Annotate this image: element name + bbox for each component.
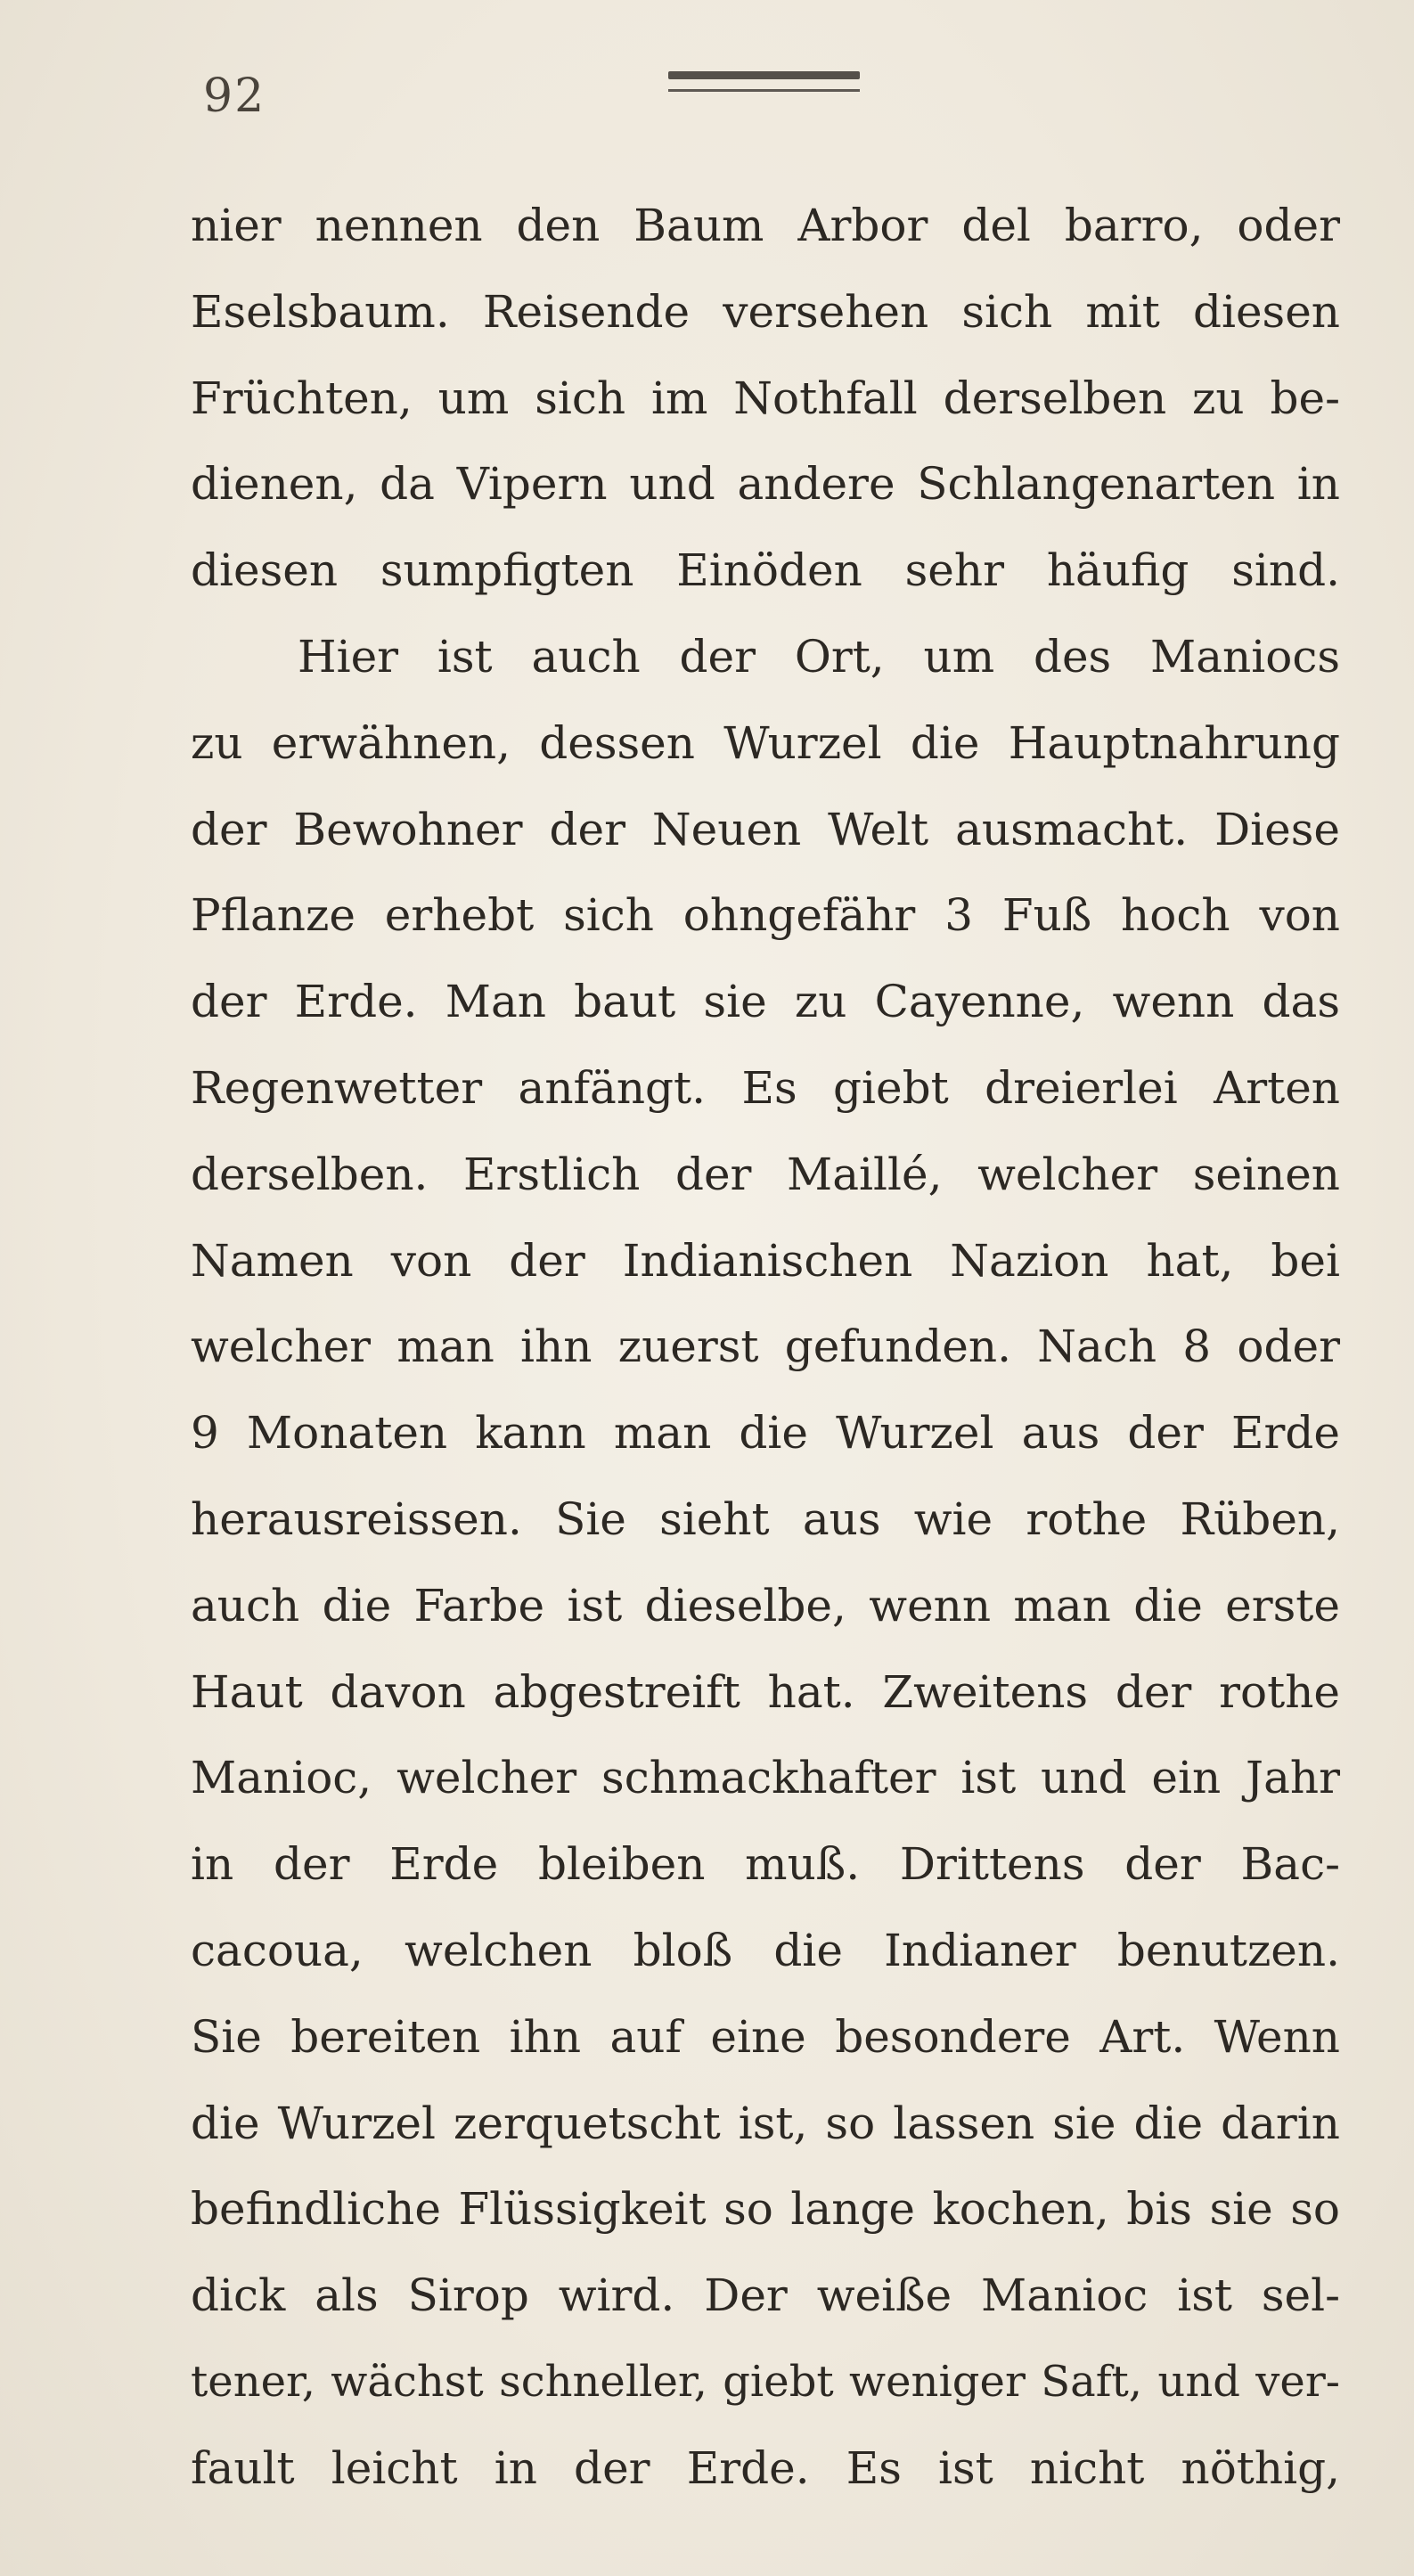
text-line: dienen, da Vipern und andere Schlangenarten in (191, 458, 1340, 511)
text-line: der Bewohner der Neuen Welt ausmacht. Diese (191, 803, 1340, 855)
text-line: die Wurzel zerquetscht ist, so lassen sie die darin (191, 2097, 1340, 2149)
header-ornament-rule (668, 71, 860, 98)
text-line: Haut davon abgestreift hat. Zweitens der rothe (191, 1665, 1340, 1718)
text-line: dick als Sirop wird. Der weiße Manioc ist sel- (191, 2269, 1340, 2322)
text-line: Hier ist auch der Ort, um des Maniocs (298, 630, 1340, 683)
text-line: zu erwähnen, dessen Wurzel die Hauptnahrung (191, 716, 1340, 769)
text-line: fault leicht in der Erde. Es ist nicht nöthig, (191, 2441, 1340, 2494)
text-line: Regenwetter anfängt. Es giebt dreierlei Arten (191, 1061, 1340, 1114)
text-line: Sie bereiten ihn auf eine besondere Art. Wenn (191, 2010, 1340, 2063)
header-rule-thick (668, 71, 860, 79)
header-rule-thin (668, 89, 860, 92)
text-line: herausreissen. Sie sieht aus wie rothe Rüben, (191, 1492, 1340, 1545)
text-line: 9 Monaten kann man die Wurzel aus der Erde (191, 1407, 1340, 1460)
text-line: Eselsbaum. Reisende versehen sich mit diesen (191, 285, 1340, 338)
text-line: Manioc, welcher schmackhafter ist und ein Jahr (191, 1752, 1340, 1804)
text-line: Namen von der Indianischen Nazion hat, bei (191, 1234, 1340, 1287)
text-line: nier nennen den Baum Arbor del barro, oder (191, 200, 1340, 251)
text-line: in der Erde bleiben muß. Drittens der Bac- (191, 1838, 1340, 1891)
text-line: diesen sumpfigten Einöden sehr häufig sind. (191, 544, 1340, 597)
text-line: cacoua, welchen bloß die Indianer benutzen. (191, 1924, 1340, 1976)
page-number: 92 (203, 70, 266, 123)
text-line: tener, wächst schneller, giebt weniger Saft, und ver- (191, 2356, 1340, 2407)
text-line: auch die Farbe ist dieselbe, wenn man die erste (191, 1579, 1340, 1631)
text-line: welcher man ihn zuerst gefunden. Nach 8 oder (191, 1321, 1340, 1373)
text-line: befindliche Flüssigkeit so lange kochen, bis sie so (191, 2183, 1340, 2236)
text-line: der Erde. Man baut sie zu Cayenne, wenn das (191, 976, 1340, 1028)
text-line: Früchten, um sich im Nothfall derselben zu be- (191, 372, 1340, 424)
text-line: Pflanze erhebt sich ohngefähr 3 Fuß hoch von (191, 889, 1340, 942)
body-text (191, 183, 1340, 2512)
text-line: derselben. Erstlich der Maillé, welcher seinen (191, 1148, 1340, 1200)
